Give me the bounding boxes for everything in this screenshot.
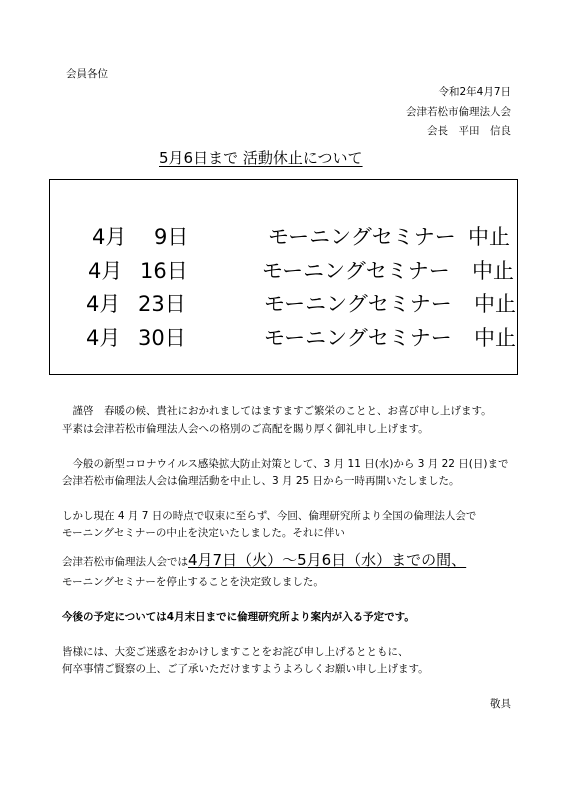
greeting-line-2: 平素は会津若松市倫理法人会への格別のご高配を賜り厚く御礼申し上げます。 [62,423,429,435]
paragraph-4-line-2: モーニングセミナーを停止することを決定致しました。 [62,576,324,588]
schedule-day: 16日 [140,259,188,283]
schedule-month: 4月 [86,326,121,350]
paragraph-5: 今後の予定については4月末日までに倫理研究所より案内が入る予定です。 [62,611,415,623]
signatory: 会長 平田 信良 [427,125,511,137]
schedule-month: 4月 [88,259,123,283]
paragraph-6-line-2: 何卒事情ご賢察の上、ご了承いただけますようよろしくお願い申し上げます。 [62,663,429,675]
schedule-day: 23日 [138,292,186,316]
schedule-day: 30日 [138,326,186,350]
schedule-month: 4月 [86,292,121,316]
paragraph-2-line-1: 今般の新型コロナウイルス感染拡大防止対策として、3 月 11 日(水)から 3 月 22 日(日)まで [62,458,509,470]
schedule-status: 中止 [474,326,516,350]
paragraph-4-line-1 [62,550,466,572]
schedule-status: 中止 [468,225,510,249]
organization: 会津若松市倫理法人会 [406,106,511,118]
paragraph-3-line-1: しかし現在 4 月 7 日の時点で収束に至らず、今回、倫理研究所より全国の倫理法人会で [62,510,477,522]
suspension-period: 4月7日（火）～5月6日（水）までの間、 [188,551,467,569]
schedule-event: モーニングセミナー [264,326,452,350]
schedule-event: モーニングセミナー [268,225,456,249]
paragraph-2-line-2: 会津若松市倫理法人会は倫理活動を中止し、3 月 25 日から一時再開いたしました。 [62,475,460,487]
page-title: 5月6日まで 活動休止について [159,149,363,167]
schedule-status: 中止 [472,259,514,283]
paragraph-4-prefix: 会津若松市倫理法人会では [62,556,188,568]
paragraph-6-line-1: 皆様には、大変ご迷惑をおかけしますことをお詫び申し上げるとともに、 [62,646,409,658]
schedule-month: 4月 [92,225,127,249]
addressee: 会員各位 [66,68,108,80]
paragraph-3-line-2: モーニングセミナーの中止を決定いたしました。それに伴い [62,527,345,539]
schedule-event: モーニングセミナー [264,292,452,316]
closing: 敬具 [490,698,511,710]
schedule-event: モーニングセミナー [262,259,450,283]
date: 令和2年4月7日 [438,86,511,98]
schedule-day: 9日 [154,225,189,249]
greeting-line-1: 謹啓 春暖の候、貴社におかれましてはますますご繁栄のことと、お喜び申し上げます。 [62,405,492,417]
schedule-box [49,179,518,375]
schedule-status: 中止 [474,292,516,316]
